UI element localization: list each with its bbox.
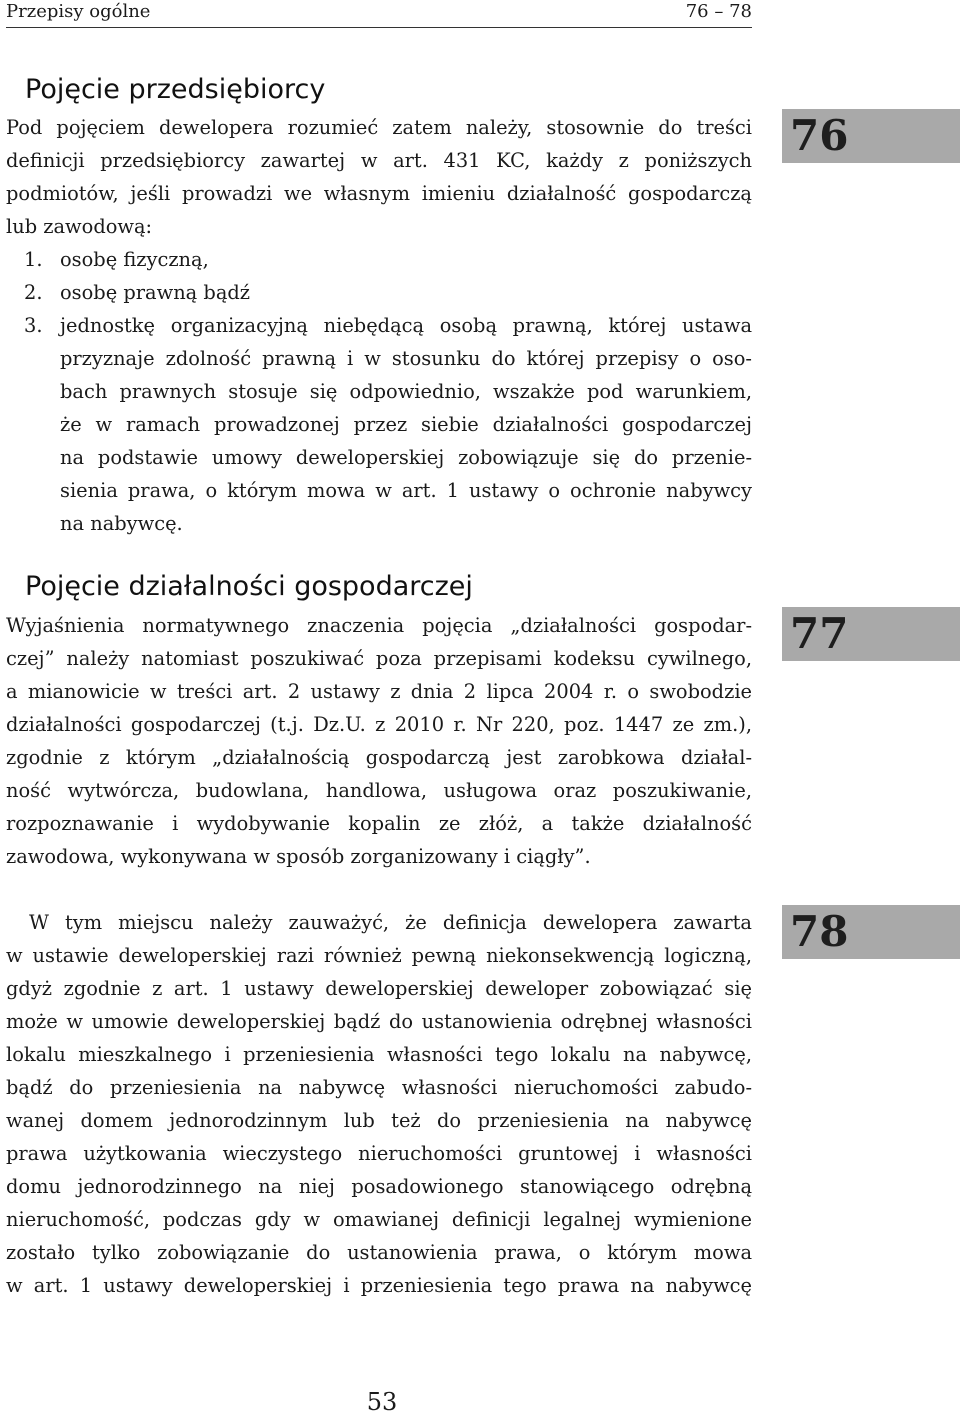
paragraph-line: nieruchomość, podczas gdy w omawianej definicji legalnej wymienione <box>6 1208 752 1231</box>
paragraph-line: bądź do przeniesienia na nabywcę własności nieruchomości zabudo- <box>6 1076 752 1099</box>
paragraph-line: W tym miejscu należy zauważyć, że definicja dewelopera zawarta <box>29 911 752 934</box>
list-item-line: przyznaje zdolność prawną i w stosunku do której przepisy o oso- <box>60 347 752 370</box>
margin-number-77 <box>782 607 960 661</box>
paragraph-line: podmiotów, jeśli prowadzi we własnym imieniu działalność gospodarczą <box>6 182 752 205</box>
margin-number-label: 76 <box>790 111 849 160</box>
paragraph-line: zgodnie z którym „działalnością gospodarczą jest zarobkowa działal- <box>6 746 752 769</box>
margin-number-78 <box>782 905 960 959</box>
list-item-line: osobę fizyczną, <box>60 248 209 271</box>
margin-number-label: 78 <box>790 907 849 956</box>
page-number: 53 <box>366 1388 398 1416</box>
list-item-line: osobę prawną bądź <box>60 281 251 304</box>
paragraph-line: prawa użytkowania wieczystego nieruchomości gruntowej i własności <box>6 1142 752 1165</box>
margin-number-label: 77 <box>790 609 849 658</box>
paragraph-line: wanej domem jednorodzinnym lub też do przeniesienia na nabywcę <box>6 1109 752 1132</box>
running-head <box>6 1 752 28</box>
list-item-line: na nabywcę. <box>60 512 183 535</box>
paragraph-line: Pod pojęciem dewelopera rozumieć zatem należy, stosownie do treści <box>6 116 752 139</box>
paragraph-line: w art. 1 ustawy deweloperskiej i przeniesienia tego prawa na nabywcę <box>6 1274 752 1297</box>
paragraph-line: a mianowicie w treści art. 2 ustawy z dnia 2 lipca 2004 r. o swobodzie <box>6 680 752 703</box>
list-number: 3. <box>24 314 43 337</box>
paragraph-line: domu jednorodzinnego na niej posadowionego stanowiącego odrębną <box>6 1175 752 1198</box>
paragraph-line: rozpoznawanie i wydobywanie kopalin ze złóż, a także działalność <box>6 812 752 835</box>
paragraph-line: gdyż zgodnie z art. 1 ustawy deweloperskiej deweloper zobowiązać się <box>6 977 752 1000</box>
paragraph-line: może w umowie deweloperskiej bądź do ustanowienia odrębnej własności <box>6 1010 752 1033</box>
list-number: 1. <box>24 248 43 271</box>
section-title-77: Pojęcie działalności gospodarczej <box>25 571 473 602</box>
paragraph-line: czej” należy natomiast poszukiwać poza przepisami kodeksu cywilnego, <box>6 647 752 670</box>
paragraph-line: lub zawodową: <box>6 215 153 238</box>
paragraph-line: ność wytwórcza, budowlana, handlowa, usługowa oraz poszukiwanie, <box>6 779 752 802</box>
list-item-line: że w ramach prowadzonej przez siebie działalności gospodarczej <box>60 413 752 436</box>
paragraph-line: definicji przedsiębiorcy zawartej w art. 431 KC, każdy z poniższych <box>6 149 752 172</box>
running-head-title: Przepisy ogólne <box>6 1 151 22</box>
list-item-line: bach prawnych stosuje się odpowiednio, wszakże pod warunkiem, <box>60 380 752 403</box>
list-item-line: sienia prawa, o którym mowa w art. 1 ustawy o ochronie nabywcy <box>60 479 752 502</box>
paragraph-line: Wyjaśnienia normatywnego znaczenia pojęcia „działalności gospodar- <box>6 614 752 637</box>
list-item-line: jednostkę organizacyjną niebędącą osobą prawną, której ustawa <box>60 314 752 337</box>
paragraph-line: działalności gospodarczej (t.j. Dz.U. z 2010 r. Nr 220, poz. 1447 ze zm.), <box>6 713 752 736</box>
list-item-line: na podstawie umowy deweloperskiej zobowiązuje się do przenie- <box>60 446 752 469</box>
paragraph-line: w ustawie deweloperskiej razi również pewną niekonsekwencją logiczną, <box>6 944 752 967</box>
paragraph-line: zawodowa, wykonywana w sposób zorganizowany i ciągły”. <box>6 845 591 868</box>
running-head-range: 76 – 78 <box>685 1 752 22</box>
paragraph-line: lokalu mieszkalnego i przeniesienia własności tego lokalu na nabywcę, <box>6 1043 752 1066</box>
section-title-76: Pojęcie przedsiębiorcy <box>25 74 326 105</box>
paragraph-line: zostało tylko zobowiązanie do ustanowienia prawa, o którym mowa <box>6 1241 752 1264</box>
margin-number-76 <box>782 109 960 163</box>
list-number: 2. <box>24 281 43 304</box>
